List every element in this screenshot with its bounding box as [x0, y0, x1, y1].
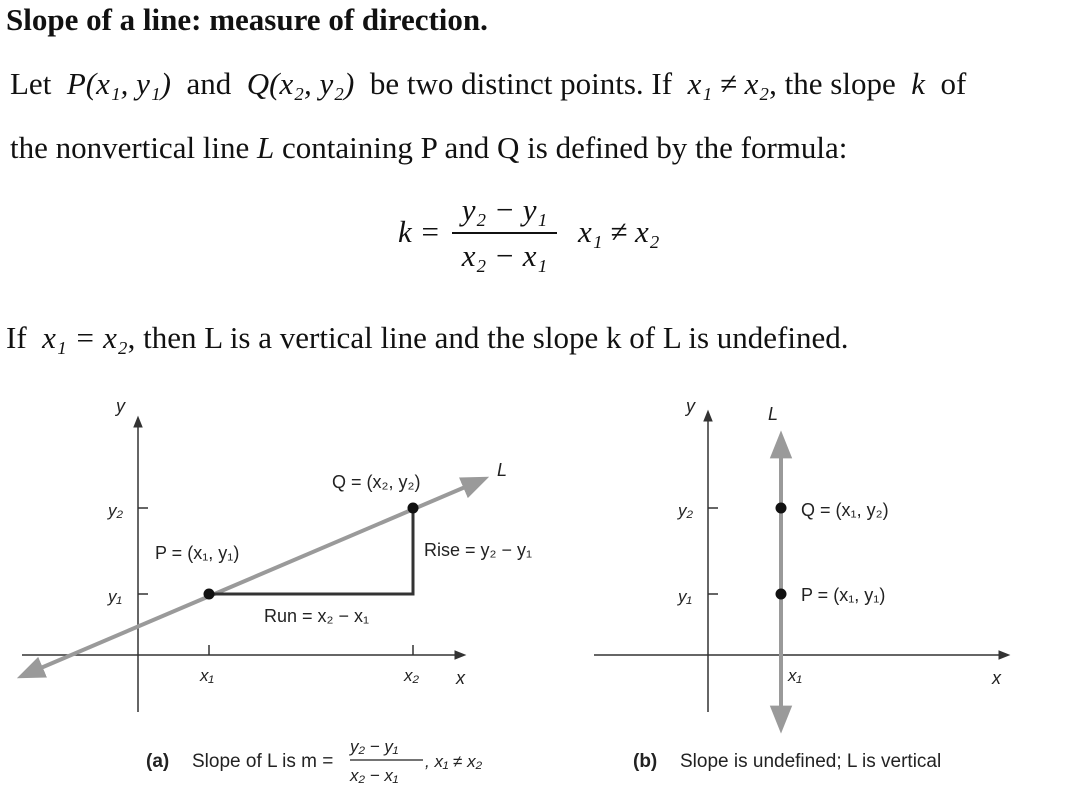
page-title: Slope of a line: measure of direction. [6, 2, 488, 37]
fig-a-q-label: Q = (x₂, y₂) [332, 472, 421, 492]
intro2-text-a: the nonvertical line [10, 130, 250, 165]
formula-lhs: k = [398, 214, 441, 249]
intro-of: of [940, 66, 967, 101]
fig-b-line-label: L [768, 404, 779, 424]
formula-condition: x₁ ≠ x₂ [578, 214, 660, 249]
figure-b [594, 396, 1008, 772]
fig-a-x-label: x [456, 668, 465, 688]
point-p-notation: P(x₁, y₁) [66, 66, 171, 101]
figure-a [22, 396, 532, 785]
intro-k: k [911, 66, 925, 101]
fig-a-x1-label: x₁ [200, 666, 214, 685]
intro-text-b: , the slope [769, 66, 896, 101]
intro2-line-name: L [257, 130, 275, 165]
fig-b-q-label: Q = (x₁, y₂) [801, 500, 889, 520]
intro-text-a: be two distinct points. If [369, 66, 673, 101]
fig-a-y-label: y [116, 396, 125, 416]
formula-numerator: y₂ − y₁ [461, 192, 548, 227]
note-condition: x₁ = x₂ [42, 320, 128, 355]
intro-and: and [186, 66, 232, 101]
fig-a-caption-denominator: x₂ − x₁ [350, 766, 399, 785]
point-q-notation: Q(x₂, y₂) [246, 66, 355, 101]
fig-b-p-label: P = (x₁, y₁) [801, 585, 886, 605]
fig-b-point-q [776, 503, 787, 514]
fig-b-y-label: y [686, 396, 695, 416]
note-if: If [6, 320, 27, 355]
fig-a-caption-numerator: y₂ − y₁ [350, 737, 399, 756]
intro2-text-b: containing P and Q is defined by the formula: [282, 130, 848, 165]
fig-a-caption-tag: (a) [146, 751, 170, 772]
fig-a-p-label: P = (x₁, y₁) [155, 543, 240, 563]
fig-b-caption-text: Slope is undefined; L is vertical [680, 751, 942, 772]
fig-b-caption-tag: (b) [633, 751, 658, 772]
fig-a-x2-label: x₂ [404, 666, 419, 685]
formula-denominator: x₂ − x₁ [461, 238, 548, 273]
fig-a-rise-label: Rise = y₂ − y₁ [424, 540, 533, 560]
fig-b-y2-label: y₂ [678, 501, 693, 520]
fig-a-point-q [408, 503, 419, 514]
intro-let: Let [10, 66, 52, 101]
fig-a-y2-label: y₂ [108, 501, 123, 520]
fig-a-point-p [204, 589, 215, 600]
note-text: , then L is a vertical line and the slope k of L is undefined. [127, 320, 849, 355]
fig-a-y1-label: y₁ [108, 587, 122, 606]
fig-b-y1-label: y₁ [678, 587, 692, 606]
fig-a-run-label: Run = x₂ − x₁ [264, 606, 370, 626]
intro-condition: x₁ ≠ x₂ [687, 66, 770, 101]
fig-a-line-label: L [497, 460, 508, 480]
fig-b-x-label: x [992, 668, 1001, 688]
fig-a-caption-condition: , x₁ ≠ x₂ [425, 752, 483, 771]
fig-b-point-p [776, 589, 787, 600]
fig-a-caption-text: Slope of L is m = [192, 751, 334, 772]
fig-b-x1-label: x₁ [788, 666, 802, 685]
